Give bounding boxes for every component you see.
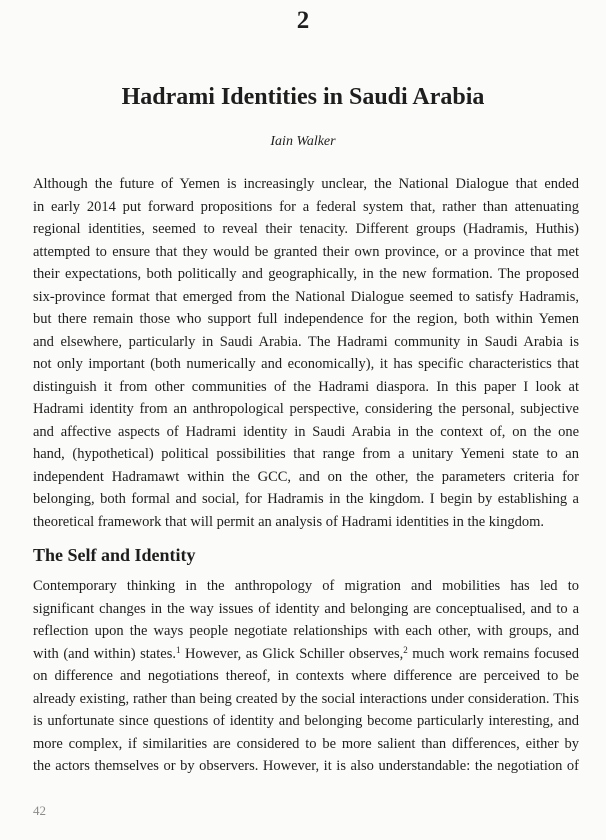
text-line: already existing, rather than being created by the social interactions under consideration. This — [33, 690, 579, 707]
text-line: belonging, both formal and social, for Hadramis in the kingdom. I begin by establishing a — [33, 491, 579, 507]
text-segment: However, as Glick Schiller observes, — [180, 645, 404, 662]
footnote-marker: 1 — [175, 644, 181, 655]
text-segment: with (and within) states. — [33, 645, 176, 662]
footnote-marker: 2 — [403, 644, 408, 655]
text-line: hand, (hypothetical) political possibilities that range from a unitary Yemeni state to an — [33, 446, 579, 462]
paragraph-intro — [33, 173, 579, 533]
text-line: on difference and negotiations thereof, in contexts where difference are perceived to be — [33, 668, 579, 684]
text-line: regional identities, seemed to reveal their tenacity. Different groups (Hadramis, Huthis) — [33, 221, 579, 237]
text-line: theoretical framework that will permit an analysis of Hadrami identities in the kingdom. — [33, 513, 544, 530]
text-line: Hadrami identity from an anthropological perspective, considering the personal, subjective — [33, 401, 579, 417]
text-line: attempted to ensure that they would be granted their own province, or a province that met — [33, 243, 579, 260]
text-segment: much work remains focused — [407, 645, 579, 662]
text-line-with-footnotes — [33, 643, 579, 666]
text-line: and elsewhere, particularly in Saudi Arabia. The Hadrami community in Saudi Arabia is — [33, 333, 579, 350]
text-line: but there remain those who support full independence for the region, both within Yemen — [33, 311, 579, 327]
text-line: six-province format that emerged from the National Dialogue seemed to satisfy Hadramis, — [33, 288, 579, 305]
paragraph-self-identity — [33, 575, 579, 778]
text-line: more complex, if similarities are considered to be more salient than differences, either by — [33, 735, 579, 752]
text-line: reflection upon the ways people negotiate relationships with each other, with groups, and — [33, 623, 579, 639]
text-line: significant changes in the way issues of identity and belonging are conceptualised, and to a — [33, 600, 579, 617]
text-line: in early 2014 put forward propositions for a federal system that, rather than attenuating — [33, 198, 579, 215]
text-line: distinguish it from other communities of the Hadrami diaspora. In this paper I look at — [33, 378, 579, 395]
text-line: Although the future of Yemen is increasingly unclear, the National Dialogue that ended — [33, 176, 579, 192]
author-name: Iain Walker — [270, 134, 336, 149]
text-line: Contemporary thinking in the anthropology of migration and mobilities has led to — [33, 578, 579, 594]
chapter-number: 2 — [296, 7, 310, 34]
text-line: not only important (both numerically and economically), it has specific characteristics that — [33, 356, 579, 372]
text-line: independent Hadramawt within the GCC, and on the other, the parameters criteria for — [33, 468, 579, 485]
chapter-title: Hadrami Identities in Saudi Arabia — [121, 84, 485, 110]
text-line: the actors themselves or by observers. However, it is also understandable: the negotiation of — [33, 758, 579, 774]
text-line: and affective aspects of Hadrami identity in Saudi Arabia in the context of, on the one — [33, 423, 579, 440]
text-line: is unfortunate since questions of identity and belonging become particularly interesting, and — [33, 713, 579, 729]
text-line: their expectations, both politically and geographically, in the new formation. The proposed — [33, 266, 579, 282]
page-number: 42 — [33, 803, 46, 818]
section-heading: The Self and Identity — [33, 545, 196, 565]
